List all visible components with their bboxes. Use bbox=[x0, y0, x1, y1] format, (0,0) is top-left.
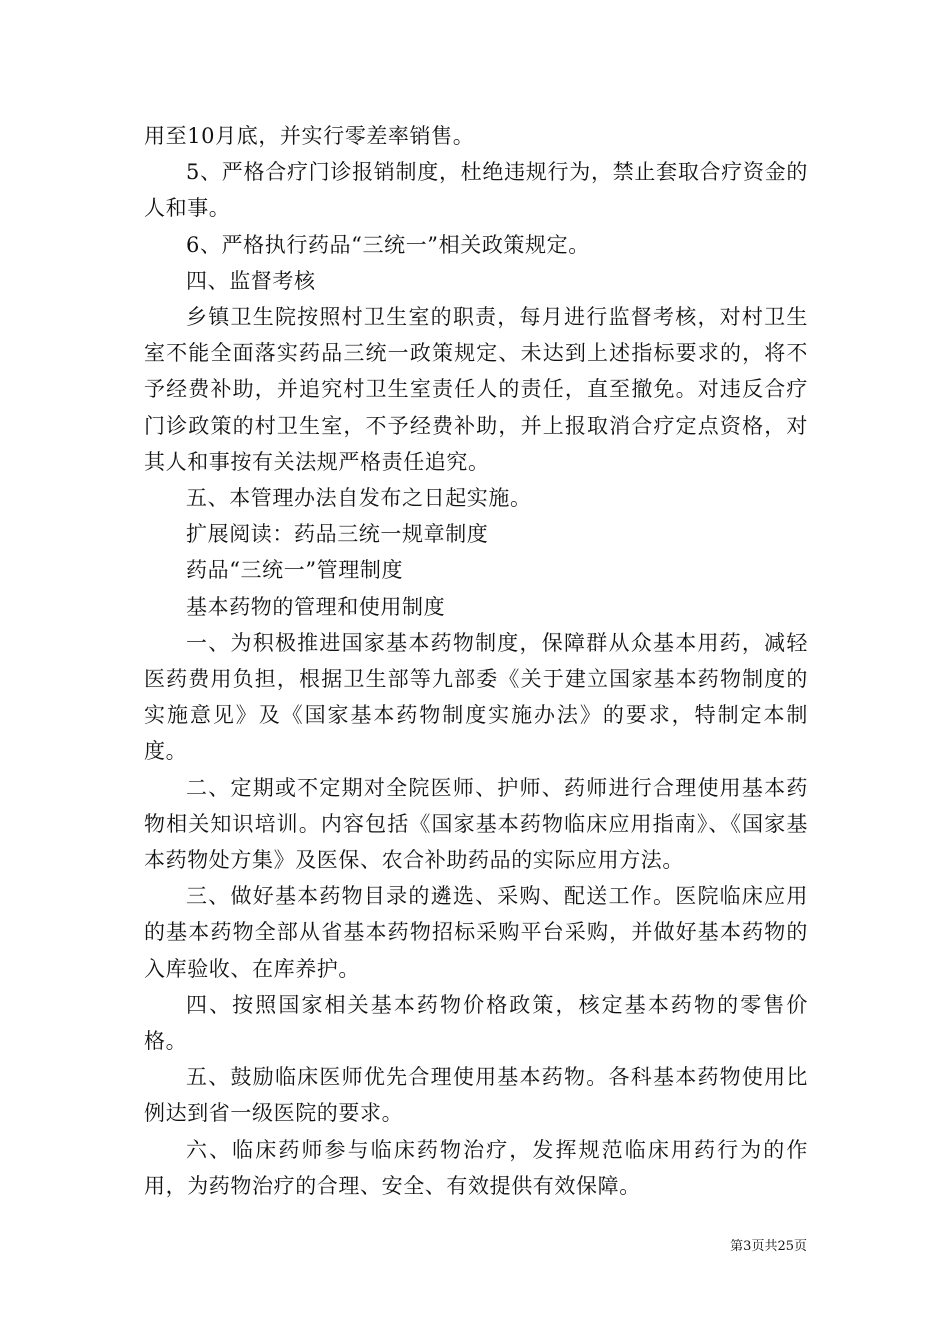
section-heading-supervision: 四、监督考核 bbox=[186, 268, 316, 293]
paragraph-rule-4: 四、按照国家相关基本药物价格政策，核定基本药物的零售价格。 bbox=[144, 992, 808, 1054]
subtitle-management-system: 药品“三统一”管理制度 bbox=[186, 558, 404, 583]
paragraph-rule-5: 五、鼓励临床医师优先合理使用基本药物。各科基本药物使用比例达到省一级医院的要求。 bbox=[144, 1065, 808, 1126]
paragraph-item-6: 6、严格执行药品“三统一”相关政策规定。 bbox=[186, 232, 590, 257]
document-body bbox=[144, 118, 808, 1204]
paragraph-rule-2: 二、定期或不定期对全院医师、护师、药师进行合理使用基本药物相关知识培训。内容包括《国家基本药物临床应用指南》、《国家基本药物处方集》及医保、农合补助药品的实际应用方法。 bbox=[144, 775, 808, 873]
page-number-footer: 第3页共25页 bbox=[730, 1239, 807, 1254]
paragraph-item-5: 5、严格合疗门诊报销制度，杜绝违规行为，禁止套取合疗资金的人和事。 bbox=[144, 160, 808, 221]
paragraph-rule-1: 一、为积极推进国家基本药物制度，保障群从众基本用药，减轻医药费用负担，根据卫生部等九部委《关于建立国家基本药物制度的实施意见》及《国家基本药物制度实施办法》的要求，特制定本制度。 bbox=[144, 630, 808, 764]
subtitle-essential-drugs: 基本药物的管理和使用制度 bbox=[186, 594, 446, 619]
paragraph-supervision: 乡镇卫生院按照村卫生室的职责，每月进行监督考核，对村卫生室不能全面落实药品三统一政策规定、未达到上述指标要求的，将不予经费补助，并追究村卫生室责任人的责任，直至撤免。对违反合疗门诊政策的村卫生室，不予经费补助，并上报取消合疗定点资格，对其人和事按有关法规严格责任追究。 bbox=[144, 305, 808, 474]
paragraph-rule-3: 三、做好基本药物目录的遴选、采购、配送工作。医院临床应用的基本药物全部从省基本药物招标采购平台采购，并做好基本药物的入库验收、在库养护。 bbox=[144, 884, 808, 981]
paragraph-continuation: 用至10月底，并实行零差率销售。 bbox=[144, 124, 475, 148]
paragraph-rule-6: 六、临床药师参与临床药物治疗，发挥规范临床用药行为的作用，为药物治疗的合理、安全、有效提供有效保障。 bbox=[144, 1137, 808, 1198]
extended-reading-label: 扩展阅读：药品三统一规章制度 bbox=[186, 522, 489, 547]
section-heading-effective: 五、本管理办法自发布之日起实施。 bbox=[186, 486, 532, 511]
